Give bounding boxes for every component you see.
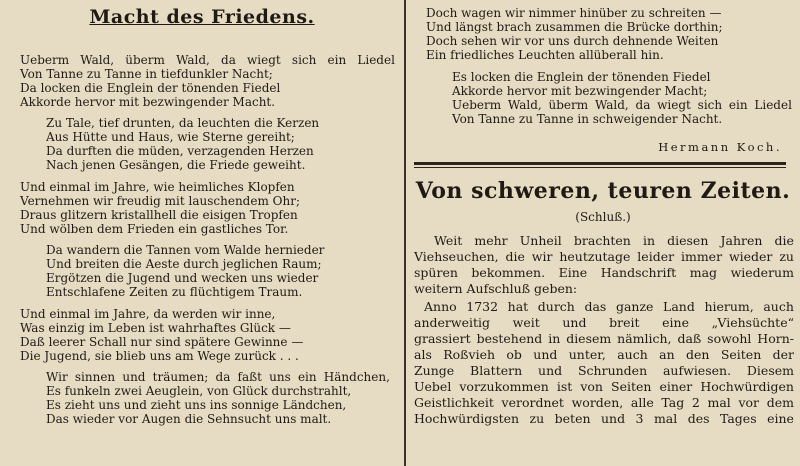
poem-line: Und längst brach zusammen die Brücke dorthin; [426,20,723,34]
article-line: Geistlichkeit verordnet worden, alle Tag 2 mal vor dem [414,395,794,410]
poem-line: Daß leerer Schall nur sind spätere Gewinne — [20,335,304,349]
poem-line: Akkorde hervor mit bezwingender Macht. [20,95,276,109]
poem-author: Hermann Koch. [658,140,782,154]
section-rule [414,167,786,168]
poem-line: Draus glitzern kristallhell die eisigen Tropfen [20,208,298,222]
section-rule [414,162,786,165]
poem-line: Von Tanne zu Tanne in schweigender Nacht. [452,112,723,126]
poem-line: Es funkeln zwei Aeuglein, von Glück durchstrahlt, [46,384,352,398]
poem-line: Da locken die Englein der tönenden Fiedel [20,81,281,95]
poem-line: Ein friedliches Leuchten allüberall hin. [426,48,664,62]
poem-line: Was einzig im Leben ist wahrhaftes Glück — [20,321,291,335]
poem-title: Macht des Friedens. [89,6,315,28]
poem-line: Ueberm Wald, überm Wald, da wiegt sich ein Liedel [452,98,792,112]
article-line: als Roßvieh ob und unter, auch an den Seiten der [414,347,794,362]
article-title: Von schweren, teuren Zeiten. [415,178,791,204]
article-line: weitern Aufschluß geben: [414,281,578,296]
poem-line: Doch sehen wir vor uns durch dehnende Weiten [426,34,719,48]
poem-line: Es zieht uns und zieht uns ins sonnige Ländchen, [46,398,347,412]
poem-line: Ergötzen die Jugend und wecken uns wieder [46,271,319,285]
article-line: spüren bekommen. Eine Handschrift mag wiederum [414,265,794,280]
poem-line: Akkorde hervor mit bezwingender Macht; [452,84,708,98]
article-line: Zunge Blattern und Schrunden aufwiesen. Diesem [414,363,794,378]
poem-line: Da durften die müden, verzagenden Herzen [46,144,314,158]
poem-line: Und einmal im Jahre, da werden wir inne, [20,307,276,321]
poem-line: Von Tanne zu Tanne in tiefdunkler Nacht; [20,67,273,81]
poem-line: Es locken die Englein der tönenden Fiedel [452,70,711,84]
article-line: Weit mehr Unheil brachten in diesen Jahren die [434,233,794,248]
poem-line: Die Jugend, sie blieb uns am Wege zurück . . . [20,349,299,363]
poem-line: Doch wagen wir nimmer hinüber zu schreiten — [426,6,722,20]
poem-line: Das wieder vor Augen die Sehnsucht uns malt. [46,412,332,426]
poem-line: Und einmal im Jahre, wie heimliches Klopfen [20,180,295,194]
poem-line: Vernehmen wir freudig mit lauschendem Ohr; [20,194,301,208]
poem-line: Und wölben dem Frieden ein gastliches Tor. [20,222,289,236]
article-subtitle: (Schluß.) [575,210,631,224]
poem-line: Entschlafene Zeiten zu flüchtigem Traum. [46,285,303,299]
poem-line: Aus Hütte und Haus, wie Sterne gereiht; [46,130,295,144]
poem-line: Ueberm Wald, überm Wald, da wiegt sich ein Liedel [20,53,395,67]
article-line: anderweitig weit und breit eine „Viehsüchte“ [414,315,794,330]
article-line: grassiert bestehend in diesem nämlich, daß sowohl Horn- [414,331,794,346]
poem-line: Nach jenen Gesängen, die Friede geweiht. [46,158,306,172]
right-column [406,0,800,466]
article-line: Anno 1732 hat durch das ganze Land hierum, auch [424,299,794,314]
poem-line: Und breiten die Aeste durch jeglichen Raum; [46,257,322,271]
poem-line: Zu Tale, tief drunten, da leuchten die Kerzen [46,116,320,130]
poem-line: Da wandern die Tannen vom Walde hernieder [46,243,325,257]
poem-line: Wir sinnen und träumen; da faßt uns ein Händchen, [46,370,390,384]
article-line: Viehseuchen, die wir heutzutage leider immer wieder zu [414,249,794,264]
article-line: Hochwürdigsten zu beten und 3 mal des Tages eine [414,411,794,426]
article-line: Uebel vorzukommen ist von Seiten einer Hochwürdigen [414,379,794,394]
